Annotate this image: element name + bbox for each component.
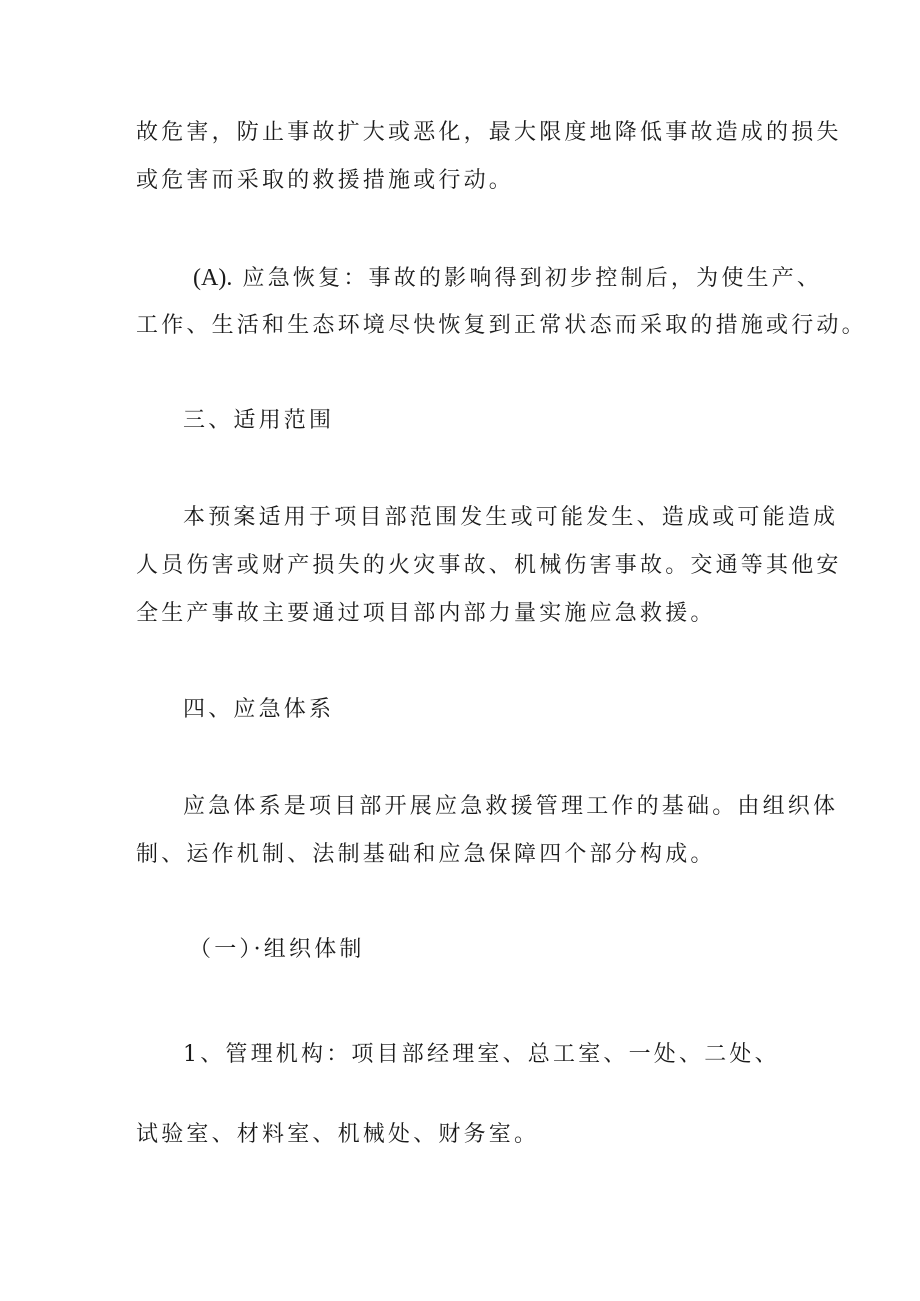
paragraph-definition-line-2: 或危害而采取的救援措施或行动。 — [136, 168, 515, 193]
paragraph-system-line-2: 制、运作机制、法制基础和应急保障四个部分构成。 — [136, 842, 716, 867]
paragraph-system-line-1: 应急体系是项目部开展应急救援管理工作的基础。由组织体 — [183, 794, 839, 819]
paragraph-scope-line-2: 人员伤害或财产损失的火灾事故、机械伤害事故。交通等其他安 — [136, 553, 842, 578]
list-marker: (A). — [193, 265, 233, 291]
paragraph-scope-line-3: 全生产事故主要通过项目部内部力量实施应急救援。 — [136, 601, 716, 626]
paragraph-management-line-1: 1、管理机构：项目部经理室、总工室、一处、二处、 — [183, 1042, 780, 1067]
paragraph-recovery-text: 应急恢复：事故的影响得到初步控制后，为使生产、 — [232, 266, 823, 291]
paragraph-recovery-line-1 — [193, 263, 822, 294]
paragraph-definition-line-1: 故危害，防止事故扩大或恶化，最大限度地降低事故造成的损失 — [136, 120, 842, 145]
section-heading-scope: 三、适用范围 — [183, 408, 335, 433]
subsection-heading-organization: （一）·组织体制 — [189, 937, 365, 962]
paragraph-scope-line-1: 本预案适用于项目部范围发生或可能发生、造成或可能造成 — [183, 505, 839, 530]
section-heading-emergency-system: 四、应急体系 — [183, 697, 335, 722]
paragraph-management-line-2: 试验室、材料室、机械处、财务室。 — [136, 1122, 540, 1147]
paragraph-recovery-line-2: 工作、生活和生态环境尽快恢复到正常状态而采取的措施或行动。 — [136, 313, 867, 338]
